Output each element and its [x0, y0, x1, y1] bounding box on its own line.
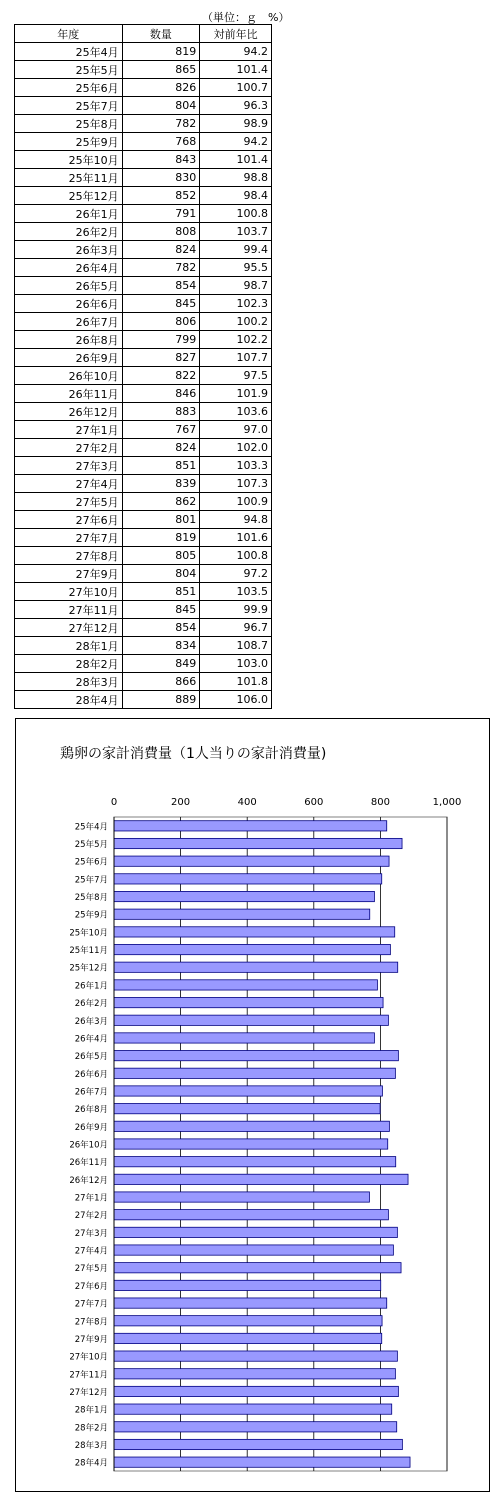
y-category-label: 27年6月	[74, 1281, 108, 1292]
table-row	[15, 385, 272, 403]
cell-yoy: 102.3	[200, 295, 272, 313]
table-row	[15, 295, 272, 313]
bar	[114, 1422, 397, 1432]
cell-yoy: 102.0	[200, 439, 272, 457]
cell-yoy: 103.7	[200, 223, 272, 241]
table-row	[15, 79, 272, 97]
bar	[114, 1227, 397, 1237]
cell-quantity: 866	[122, 673, 200, 691]
table-row	[15, 187, 272, 205]
table-row	[15, 61, 272, 79]
table-body	[15, 43, 272, 709]
cell-quantity: 883	[122, 403, 200, 421]
table-row	[15, 313, 272, 331]
cell-quantity: 819	[122, 43, 200, 61]
y-category-label: 27年7月	[74, 1299, 108, 1310]
table-row	[15, 151, 272, 169]
y-category-label: 28年3月	[74, 1440, 108, 1451]
cell-period: 27年7月	[15, 529, 123, 547]
y-category-label: 27年9月	[74, 1334, 108, 1345]
bar	[114, 1316, 382, 1326]
table-row	[15, 673, 272, 691]
cell-period: 25年8月	[15, 115, 123, 133]
cell-quantity: 834	[122, 637, 200, 655]
cell-yoy: 101.6	[200, 529, 272, 547]
y-category-label: 26年10月	[69, 1140, 108, 1151]
table-row	[15, 367, 272, 385]
cell-yoy: 97.0	[200, 421, 272, 439]
cell-yoy: 100.8	[200, 205, 272, 223]
cell-period: 27年2月	[15, 439, 123, 457]
cell-period: 27年11月	[15, 601, 123, 619]
cell-quantity: 768	[122, 133, 200, 151]
y-category-label: 27年2月	[74, 1211, 108, 1222]
cell-quantity: 782	[122, 259, 200, 277]
cell-quantity: 851	[122, 583, 200, 601]
table-row	[15, 529, 272, 547]
cell-period: 26年8月	[15, 331, 123, 349]
cell-yoy: 100.9	[200, 493, 272, 511]
bar	[114, 1157, 396, 1167]
chart-container	[15, 718, 490, 1492]
cell-quantity: 799	[122, 331, 200, 349]
y-category-label: 27年4月	[74, 1246, 108, 1257]
cell-period: 26年5月	[15, 277, 123, 295]
cell-yoy: 96.3	[200, 97, 272, 115]
y-category-label: 27年10月	[69, 1352, 108, 1363]
cell-quantity: 824	[122, 439, 200, 457]
bar	[114, 927, 395, 937]
cell-yoy: 97.5	[200, 367, 272, 385]
bar	[114, 909, 370, 919]
table-row	[15, 655, 272, 673]
cell-period: 27年5月	[15, 493, 123, 511]
cell-quantity: 849	[122, 655, 200, 673]
bar	[114, 1139, 388, 1149]
cell-period: 26年2月	[15, 223, 123, 241]
cell-quantity: 782	[122, 115, 200, 133]
bar	[114, 944, 390, 954]
table-row	[15, 43, 272, 61]
table-row	[15, 457, 272, 475]
table-row	[15, 619, 272, 637]
cell-quantity: 843	[122, 151, 200, 169]
bar	[114, 856, 389, 866]
y-category-label: 26年9月	[74, 1122, 108, 1133]
cell-period: 27年9月	[15, 565, 123, 583]
y-category-label: 25年9月	[74, 910, 108, 921]
cell-period: 26年9月	[15, 349, 123, 367]
bar	[114, 1333, 382, 1343]
cell-quantity: 824	[122, 241, 200, 259]
table-row	[15, 637, 272, 655]
y-category-label: 27年8月	[74, 1317, 108, 1328]
cell-period: 26年1月	[15, 205, 123, 223]
bar	[114, 1086, 382, 1096]
bar	[114, 821, 387, 831]
cell-quantity: 806	[122, 313, 200, 331]
cell-period: 25年6月	[15, 79, 123, 97]
cell-quantity: 826	[122, 79, 200, 97]
y-category-label: 27年1月	[74, 1193, 108, 1204]
table-row	[15, 403, 272, 421]
cell-yoy: 94.2	[200, 43, 272, 61]
cell-quantity: 839	[122, 475, 200, 493]
cell-period: 26年6月	[15, 295, 123, 313]
y-category-label: 25年10月	[69, 928, 108, 939]
cell-yoy: 100.7	[200, 79, 272, 97]
table-row	[15, 133, 272, 151]
bar	[114, 1439, 402, 1449]
cell-yoy: 96.7	[200, 619, 272, 637]
cell-period: 28年4月	[15, 691, 123, 709]
y-category-label: 26年7月	[74, 1087, 108, 1098]
cell-period: 25年7月	[15, 97, 123, 115]
cell-period: 25年12月	[15, 187, 123, 205]
table-row	[15, 277, 272, 295]
cell-period: 26年3月	[15, 241, 123, 259]
cell-yoy: 101.4	[200, 151, 272, 169]
bar	[114, 1015, 388, 1025]
table-header-row	[15, 25, 272, 43]
bar	[114, 1386, 398, 1396]
header-quantity: 数量	[122, 25, 200, 43]
bar-chart	[16, 719, 489, 1491]
cell-quantity: 808	[122, 223, 200, 241]
table-row	[15, 547, 272, 565]
cell-yoy: 101.4	[200, 61, 272, 79]
y-category-label: 25年6月	[74, 857, 108, 868]
cell-yoy: 94.8	[200, 511, 272, 529]
bar	[114, 1280, 381, 1290]
bar	[114, 1263, 401, 1273]
cell-quantity: 889	[122, 691, 200, 709]
header-year: 年度	[15, 25, 123, 43]
cell-period: 27年4月	[15, 475, 123, 493]
cell-yoy: 98.7	[200, 277, 272, 295]
cell-yoy: 98.8	[200, 169, 272, 187]
table-row	[15, 475, 272, 493]
y-category-label: 26年2月	[74, 999, 108, 1010]
table-row	[15, 565, 272, 583]
cell-yoy: 99.9	[200, 601, 272, 619]
bar	[114, 1068, 395, 1078]
x-tick-label: 800	[370, 797, 390, 808]
cell-yoy: 95.5	[200, 259, 272, 277]
bar	[114, 1298, 387, 1308]
cell-yoy: 102.2	[200, 331, 272, 349]
table-row	[15, 331, 272, 349]
y-category-label: 25年12月	[69, 963, 108, 974]
y-category-label: 26年4月	[74, 1034, 108, 1045]
table-row	[15, 691, 272, 709]
table-row	[15, 439, 272, 457]
cell-quantity: 804	[122, 565, 200, 583]
y-category-label: 28年2月	[74, 1423, 108, 1434]
table-row	[15, 169, 272, 187]
cell-period: 25年11月	[15, 169, 123, 187]
bar	[114, 1033, 374, 1043]
cell-period: 26年11月	[15, 385, 123, 403]
cell-quantity: 862	[122, 493, 200, 511]
x-tick-label: 200	[171, 797, 191, 808]
y-category-label: 25年5月	[74, 840, 108, 851]
y-category-label: 25年8月	[74, 893, 108, 904]
cell-quantity: 767	[122, 421, 200, 439]
unit-label: （単位：ｇ %）	[202, 11, 290, 24]
table-row	[15, 115, 272, 133]
cell-quantity: 845	[122, 601, 200, 619]
cell-quantity: 822	[122, 367, 200, 385]
y-category-label: 26年11月	[69, 1158, 108, 1169]
y-category-label: 27年3月	[74, 1228, 108, 1239]
y-category-label: 26年5月	[74, 1052, 108, 1063]
cell-yoy: 99.4	[200, 241, 272, 259]
cell-period: 26年4月	[15, 259, 123, 277]
cell-quantity: 854	[122, 277, 200, 295]
cell-quantity: 854	[122, 619, 200, 637]
cell-yoy: 103.5	[200, 583, 272, 601]
table-row	[15, 205, 272, 223]
cell-quantity: 830	[122, 169, 200, 187]
cell-yoy: 103.3	[200, 457, 272, 475]
bar	[114, 1351, 397, 1361]
x-tick-label: 600	[304, 797, 324, 808]
cell-yoy: 107.7	[200, 349, 272, 367]
bar	[114, 1404, 392, 1414]
bar	[114, 1457, 410, 1467]
cell-period: 27年10月	[15, 583, 123, 601]
cell-period: 25年10月	[15, 151, 123, 169]
x-tick-label: 0	[110, 797, 118, 808]
cell-quantity: 852	[122, 187, 200, 205]
cell-quantity: 865	[122, 61, 200, 79]
y-category-label: 25年7月	[74, 875, 108, 886]
cell-yoy: 108.7	[200, 637, 272, 655]
bar	[114, 1192, 369, 1202]
table-row	[15, 223, 272, 241]
cell-yoy: 101.8	[200, 673, 272, 691]
cell-yoy: 107.3	[200, 475, 272, 493]
bar	[114, 1104, 380, 1114]
bar	[114, 1210, 388, 1220]
cell-yoy: 103.6	[200, 403, 272, 421]
bar	[114, 980, 377, 990]
y-category-label: 28年1月	[74, 1405, 108, 1416]
bar	[114, 874, 382, 884]
table-row	[15, 421, 272, 439]
bar	[114, 1121, 389, 1131]
cell-quantity: 851	[122, 457, 200, 475]
table-row	[15, 493, 272, 511]
cell-period: 26年7月	[15, 313, 123, 331]
bar	[114, 997, 383, 1007]
y-category-label: 26年6月	[74, 1069, 108, 1080]
cell-period: 28年2月	[15, 655, 123, 673]
bar	[114, 962, 398, 972]
y-category-label: 27年11月	[69, 1370, 108, 1381]
cell-quantity: 801	[122, 511, 200, 529]
bar	[114, 1174, 408, 1184]
table-row	[15, 259, 272, 277]
y-category-label: 25年4月	[74, 822, 108, 833]
cell-period: 27年8月	[15, 547, 123, 565]
cell-yoy: 98.4	[200, 187, 272, 205]
cell-period: 26年12月	[15, 403, 123, 421]
cell-quantity: 846	[122, 385, 200, 403]
table-row	[15, 601, 272, 619]
cell-period: 27年12月	[15, 619, 123, 637]
cell-yoy: 103.0	[200, 655, 272, 673]
cell-period: 25年5月	[15, 61, 123, 79]
cell-yoy: 98.9	[200, 115, 272, 133]
cell-quantity: 791	[122, 205, 200, 223]
y-category-label: 25年11月	[69, 946, 108, 957]
bar	[114, 1369, 395, 1379]
cell-yoy: 100.2	[200, 313, 272, 331]
cell-yoy: 101.9	[200, 385, 272, 403]
y-category-label: 27年5月	[74, 1264, 108, 1275]
cell-period: 27年6月	[15, 511, 123, 529]
y-category-label: 26年8月	[74, 1105, 108, 1116]
bar	[114, 891, 374, 901]
bar	[114, 838, 402, 848]
bar	[114, 1245, 393, 1255]
x-tick-label: 1,000	[432, 797, 462, 808]
cell-period: 25年9月	[15, 133, 123, 151]
cell-yoy: 100.8	[200, 547, 272, 565]
y-category-label: 26年3月	[74, 1016, 108, 1027]
chart-title: 鶏卵の家計消費量（1人当りの家計消費量)	[60, 746, 327, 762]
y-category-label: 28年4月	[74, 1458, 108, 1469]
cell-quantity: 804	[122, 97, 200, 115]
y-category-label: 26年1月	[74, 981, 108, 992]
cell-period: 25年4月	[15, 43, 123, 61]
cell-yoy: 106.0	[200, 691, 272, 709]
cell-period: 27年1月	[15, 421, 123, 439]
y-category-label: 27年12月	[69, 1387, 108, 1398]
cell-quantity: 819	[122, 529, 200, 547]
cell-yoy: 97.2	[200, 565, 272, 583]
cell-period: 28年3月	[15, 673, 123, 691]
cell-period: 26年10月	[15, 367, 123, 385]
table-row	[15, 583, 272, 601]
cell-period: 28年1月	[15, 637, 123, 655]
x-tick-label: 400	[237, 797, 257, 808]
table-row	[15, 349, 272, 367]
cell-quantity: 845	[122, 295, 200, 313]
cell-yoy: 94.2	[200, 133, 272, 151]
cell-quantity: 827	[122, 349, 200, 367]
bar	[114, 1050, 398, 1060]
table-row	[15, 511, 272, 529]
cell-period: 27年3月	[15, 457, 123, 475]
cell-quantity: 805	[122, 547, 200, 565]
consumption-table	[14, 24, 272, 709]
y-category-label: 26年12月	[69, 1175, 108, 1186]
header-yoy: 対前年比	[200, 25, 272, 43]
table-row	[15, 241, 272, 259]
table-row	[15, 97, 272, 115]
